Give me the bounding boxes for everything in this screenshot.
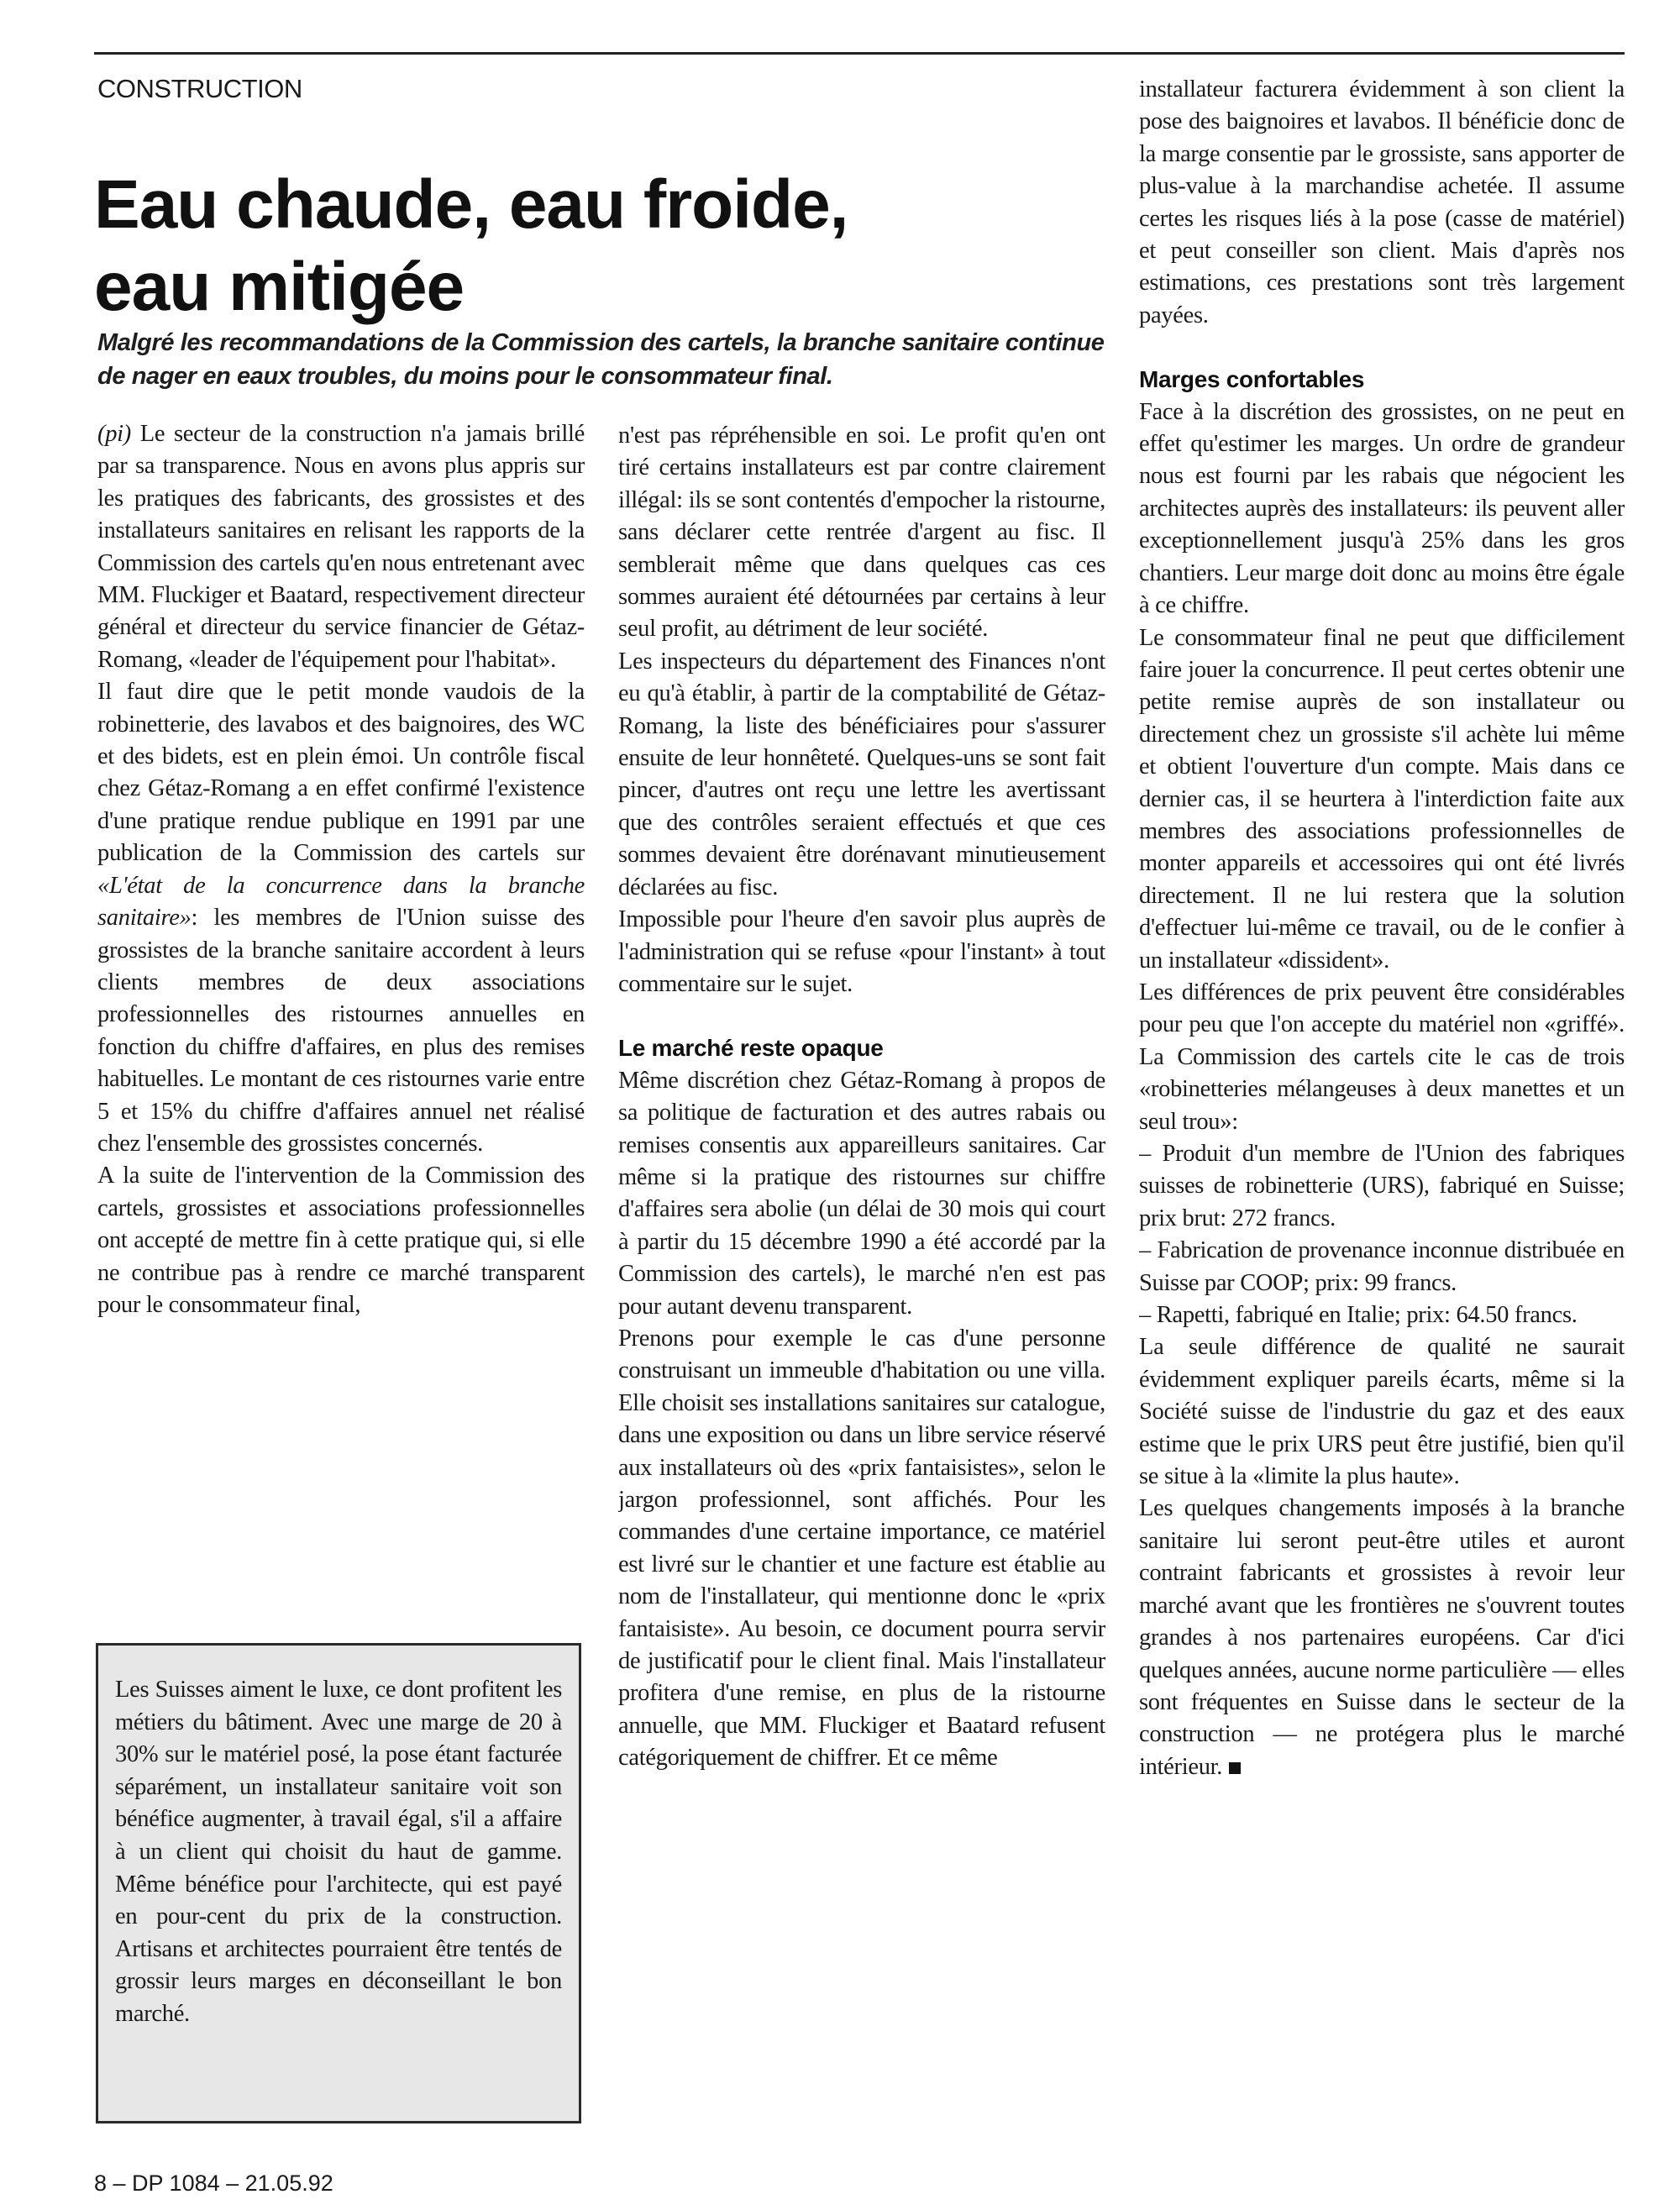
sidebar-box [96,1643,581,2123]
top-rule [94,52,1625,55]
article-headline [94,164,1136,328]
paragraph: Même discrétion chez Gétaz-Romang à propos de sa politique de facturation et des autres rabais ou remises consentis aux appareilleurs sanitaires. Car même si la pratique des ristournes sur chiffre d'affaires sera abolie (un délai de 30 mois qui court à partir du 15 décembre 1990 a été accordé par la Commission des cartels), le marché n'en est pas pour autant devenu transparent. [618,1067,1105,1320]
paragraph: Face à la discrétion des grossistes, on ne peut en effet qu'estimer les marges. Un ordre de grandeur nous est fourni par les rabais que négocient les architectes auprès des installateurs: ils peuvent aller exceptionnellement jusqu'à 25% dans les gros chantiers. Leur marge doit donc au moins être égale à ce chiffre. [1139,398,1625,619]
sidebar-text: Les Suisses aiment le luxe, ce dont profitent les métiers du bâtiment. Avec une marge de 20 à 30% sur le matériel posé, la pose étant facturée séparément, un installateur sanitaire voit son bénéfice augmenter, à travail égal, s'il a affaire à un client qui choisit du haut de gamme. Même bénéfice pour l'architecte, qui est payé en pour-cent du prix de la construction. Artisans et architectes pourraient être tentés de grossir leurs marges en déconseillant le bon marché. [115,1677,562,2027]
headline-line-2: eau mitigée [94,248,465,325]
section-kicker: CONSTRUCTION [97,74,302,103]
article-column-3 [1139,74,1625,2149]
headline-line-1: Eau chaude, eau froide, [94,165,848,243]
list-item: – Rapetti, fabriqué en Italie; prix: 64.50 francs. [1139,1302,1578,1329]
paragraph: A la suite de l'intervention de la Commission des cartels, grossistes et associations professionnelles ont accepté de mettre fin à cette pratique qui, si elle ne contribue pas à rendre ce marché transparent pour le consommateur final, [97,1163,585,1318]
paragraph: Les quelques changements imposés à la branche sanitaire lui seront peut-être utiles et auront contraint fabricants et grossistes à revoir leur marché avant que les frontières ne s'ouvrent toutes grandes à nos partenaires européens. Car d'ici quelques années, aucune norme particulière — elles sont fréquentes en Suisse dans le secteur de la construction — ne protégera plus le marché intérieur. [1139,1495,1625,1780]
paragraph: Prenons pour exemple le cas d'une personne construisant un immeuble d'habitation ou une villa. Elle choisit ses installations sanitaires sur catalogue, dans une exposition ou dans un libre service réservé aux installateurs où des «prix fantaisistes», selon le jargon professionnel, sont affichés. Pour les commandes d'une certaine importance, ce matériel est livré sur le chantier et une facture est établie au nom de l'installateur, qui mentionne donc le «prix fantaisiste». Au besoin, ce document pourra servir de justificatif pour le client final. Mais l'installateur profitera d'une remise, en plus de la ristourne annuelle, que MM. Fluckiger et Baatard refusent catégoriquement de chiffrer. Et ce même [618,1325,1105,1772]
paragraph: Les inspecteurs du département des Finances n'ont eu qu'à établir, à partir de la comptabilité de Gétaz-Romang, la liste des bénéficiaires pour s'assurer ensuite de leur honnêteté. Quelques-uns se sont fait pincer, d'autres ont reçu une lettre les avertissant que des contrôles seraient effectués et que ces sommes devaient être dorénavant minutieusement déclarées au fisc. [618,648,1105,900]
subheading: Le marché reste opaque [618,1035,884,1062]
paragraph: installateur facturera évidemment à son client la pose des baignoires et lavabos. Il bénéficie donc de la marge consentie par le grossiste, sans apporter de plus-value à la marchandise achetée. Il assume certes les risques liés à la pose (casse de matériel) et peut conseiller son client. Mais d'après nos estimations, ces prestations sont très largement payées. [1139,76,1625,328]
paragraph: Impossible pour l'heure d'en savoir plus auprès de l'administration qui se refuse «pour l'instant» à tout commentaire sur le sujet. [618,906,1105,997]
article-standfirst: Malgré les recommandations de la Commission des cartels, la branche sanitaire continue de nager en eaux troubles, du moins pour le consommateur final. [97,329,1105,390]
author-tag: (pi) [97,421,131,447]
list-item: – Produit d'un membre de l'Union des fabriques suisses de robinetterie (URS), fabriqué en Suisse; prix brut: 272 francs. [1139,1141,1625,1231]
list-item: – Fabrication de provenance inconnue distribuée en Suisse par COOP; prix: 99 francs. [1139,1237,1625,1296]
article-column-2 [618,420,1105,2150]
end-of-article-mark [1229,1762,1241,1774]
page-folio: 8 – DP 1084 – 21.05.92 [94,2171,333,2196]
spacer [1139,332,1625,364]
paragraph: n'est pas répréhensible en soi. Le profit qu'en ont tiré certains installateurs est par contre clairement illégal: ils se sont contentés d'empocher la ristourne, sans déclarer cette rentrée d'argent au fisc. Il semblerait même que dans quelques cas ces sommes auraient été détournées par certains à leur seul profit, au détriment de leur société. [618,423,1105,643]
subheading: Marges confortables [1139,366,1365,393]
paragraph: Les différences de prix peuvent être considérables pour peu que l'on accepte du matériel non «griffé». La Commission des cartels cite le cas de trois «robinetteries mélangeuses à deux manettes et un seul trou»: [1139,979,1625,1135]
paragraph: (pi) Le secteur de la construction n'a jamais brillé par sa transparence. Nous en avons plus appris sur les pratiques des fabricants, des grossistes et des installateurs sanitaires en relisant les rapports de la Commission des cartels qu'en nous entretenant avec MM. Fluckiger et Baatard, respectivement directeur général et directeur du service financier de Gétaz-Romang, «leader de l'équipement pour l'habitat». [97,421,585,673]
paragraph: Il faut dire que le petit monde vaudois de la robinetterie, des lavabos et des baignoires, des WC et des bidets, est en plein émoi. Un contrôle fiscal chez Gétaz-Romang a en effet confirmé l'existence d'une pratique rendue publique en 1991 par une publication de la Commission des cartels sur «L'état de la concurrence dans la branche sanitaire»: les membres de l'Union suisse des grossistes de la branche sanitaire accordent à leurs clients membres de deux associations professionnelles des ristournes annuelles en fonction du chiffre d'affaires, en plus des remises habituelles. Le montant de ces ristournes varie entre 5 et 15% du chiffre d'affaires annuel net réalisé chez l'ensemble des grossistes concernés. [97,679,585,1157]
paragraph: Le consommateur final ne peut que difficilement faire jouer la concurrence. Il peut certes obtenir une petite remise auprès de son installateur ou directement chez un grossiste s'il achète lui même et obtient l'ouverture d'un compte. Mais dans ce dernier cas, il se heurtera à l'interdiction faite aux membres des associations professionnelles de monter appareils et accessoires qui ont été livrés directement. Il ne lui restera que la solution d'effectuer lui-même ce travail, ou de le confier à un installateur «dissident». [1139,624,1625,974]
paragraph: La seule différence de qualité ne saurait évidemment expliquer pareils écarts, même si la Société suisse de l'industrie du gaz et des eaux estime que le prix URS peut être justifié, bien qu'il se situe à la «limite la plus haute». [1139,1334,1625,1490]
publication-title: «L'état de la concurrence dans la branche sanitaire» [97,872,585,932]
spacer [618,1000,1105,1032]
article-column-1 [97,418,585,1401]
